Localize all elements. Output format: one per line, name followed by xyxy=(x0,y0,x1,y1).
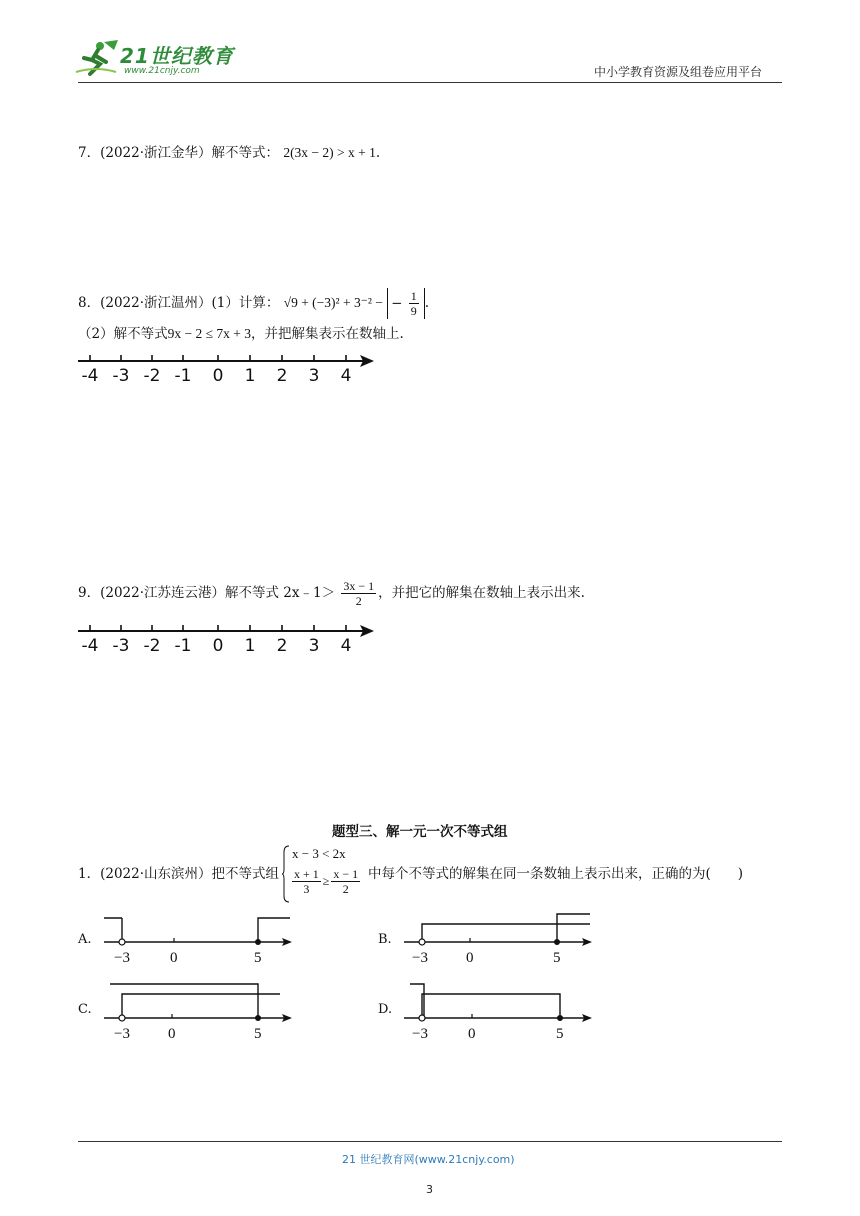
tick-label: 2 xyxy=(276,636,288,654)
system-brace-icon xyxy=(282,845,290,903)
s3q1-suffix: 中每个不等式的解集在同一条数轴上表示出来，正确的为( ) xyxy=(368,866,744,882)
s3q1-frac-right-num: x − 1 xyxy=(333,867,359,881)
tick-label: 4 xyxy=(340,636,352,654)
tick-label: 0 xyxy=(468,1026,476,1040)
option-d-number-line[interactable] xyxy=(400,978,600,1040)
tick-label: 3 xyxy=(308,366,320,384)
tick-label: 1 xyxy=(244,366,256,384)
open-point xyxy=(119,939,125,945)
number-line-q8 xyxy=(74,350,384,384)
s3q1-inequality-1: x − 3 < 2x xyxy=(292,846,346,861)
open-point xyxy=(119,1015,125,1021)
closed-point xyxy=(554,939,560,945)
q8-fraction xyxy=(409,289,419,318)
footer-divider xyxy=(78,1141,782,1142)
q9-fraction-denominator: 2 xyxy=(355,594,362,608)
tick-label: 2 xyxy=(276,366,288,384)
logo-url: www.21cnjy.com xyxy=(124,66,200,76)
tick-label: 5 xyxy=(254,950,262,966)
open-point xyxy=(419,1015,425,1021)
q7-prefix: 7．(2022·浙江金华）解不等式： xyxy=(78,145,280,161)
footer-link[interactable]: 21 世纪教育网(www.21cnjy.com) xyxy=(342,1153,515,1166)
page-number: 3 xyxy=(426,1183,433,1196)
closed-point xyxy=(255,1015,261,1021)
q8-part2-prefix: （2）解不等式 xyxy=(78,326,168,342)
tick-label: −3 xyxy=(412,1026,428,1040)
q9-prefix: 9．(2022·江苏连云港）解不等式 2x﹣1＞ xyxy=(78,585,336,601)
q9-suffix: ，并把它的解集在数轴上表示出来. xyxy=(378,585,585,601)
tick-label: 1 xyxy=(244,636,256,654)
closed-point xyxy=(557,1015,563,1021)
tick-label: -1 xyxy=(174,366,192,384)
tick-label: -4 xyxy=(81,366,99,384)
s3q1-frac-left-num: x + 1 xyxy=(294,867,319,881)
q8-fraction-numerator: 1 xyxy=(410,289,417,304)
tick-label: -3 xyxy=(112,636,130,654)
q8-fraction-denominator: 9 xyxy=(410,304,417,319)
option-d-label[interactable]: D. xyxy=(378,1002,393,1017)
option-a-label[interactable]: A. xyxy=(78,932,92,947)
option-c-number-line[interactable] xyxy=(100,978,300,1040)
q8-absolute-value xyxy=(387,288,425,319)
tick-label: 0 xyxy=(466,950,474,966)
q7-expression: 2(3x − 2) > x + 1 xyxy=(283,145,376,160)
header-right-text: 中小学教育资源及组卷应用平台 xyxy=(594,65,763,79)
q8-prefix: 8．(2022·浙江温州）(1）计算： xyxy=(78,295,280,311)
s3q1-frac-left-den: 3 xyxy=(303,882,310,896)
q8-abs-sign: − xyxy=(391,295,403,312)
s3q1-inequality-2 xyxy=(290,867,362,896)
tick-label: -2 xyxy=(143,636,161,654)
question-8-part1 xyxy=(78,288,429,319)
header-divider xyxy=(78,82,782,83)
tick-label: 0 xyxy=(168,1026,176,1040)
tick-label: 0 xyxy=(212,366,224,384)
option-b-number-line[interactable] xyxy=(400,910,600,970)
open-point xyxy=(419,939,425,945)
q8-suffix: . xyxy=(424,295,430,311)
s3q1-frac-right xyxy=(331,867,360,896)
section-title: 题型三、解一元一次不等式组 xyxy=(332,824,508,840)
logo-title: 21世纪教育 xyxy=(120,44,234,68)
option-a-number-line[interactable] xyxy=(100,910,300,970)
q9-fraction-numerator: 3x − 1 xyxy=(343,579,375,593)
q8-part2-expression: 9x − 2 ≤ 7x + 3 xyxy=(167,326,251,341)
tick-label: 0 xyxy=(170,950,178,966)
tick-label: 5 xyxy=(553,950,561,966)
tick-label: -2 xyxy=(143,366,161,384)
q9-fraction xyxy=(341,579,376,608)
q7-suffix: . xyxy=(375,145,381,161)
q8-expression: √9 + (−3)² + 3⁻² − xyxy=(283,295,383,310)
question-9 xyxy=(78,576,585,610)
tick-label: −3 xyxy=(412,950,428,966)
s3q1-op: ≥ xyxy=(322,874,330,888)
site-logo xyxy=(74,36,244,80)
tick-label: 3 xyxy=(308,636,320,654)
s3q1-frac-left xyxy=(292,867,321,896)
s3q1-frac-right-den: 2 xyxy=(342,882,349,896)
tick-label: 0 xyxy=(212,636,224,654)
tick-label: -1 xyxy=(174,636,192,654)
tick-label: 4 xyxy=(340,366,352,384)
tick-label: 5 xyxy=(556,1026,564,1040)
closed-point xyxy=(255,939,261,945)
number-line-q9 xyxy=(74,620,384,654)
option-c-label[interactable]: C. xyxy=(78,1002,92,1017)
question-8-part2 xyxy=(78,324,404,344)
question-7 xyxy=(78,143,380,163)
tick-label: −3 xyxy=(114,950,130,966)
q8-part2-suffix: ，并把解集表示在数轴上. xyxy=(250,326,404,342)
tick-label: -3 xyxy=(112,366,130,384)
tick-label: 5 xyxy=(254,1026,262,1040)
option-b-label[interactable]: B. xyxy=(378,932,392,947)
tick-label: −3 xyxy=(114,1026,130,1040)
s3q1-prefix: 1．(2022·山东滨州）把不等式组 xyxy=(78,866,280,882)
tick-label: -4 xyxy=(81,636,99,654)
